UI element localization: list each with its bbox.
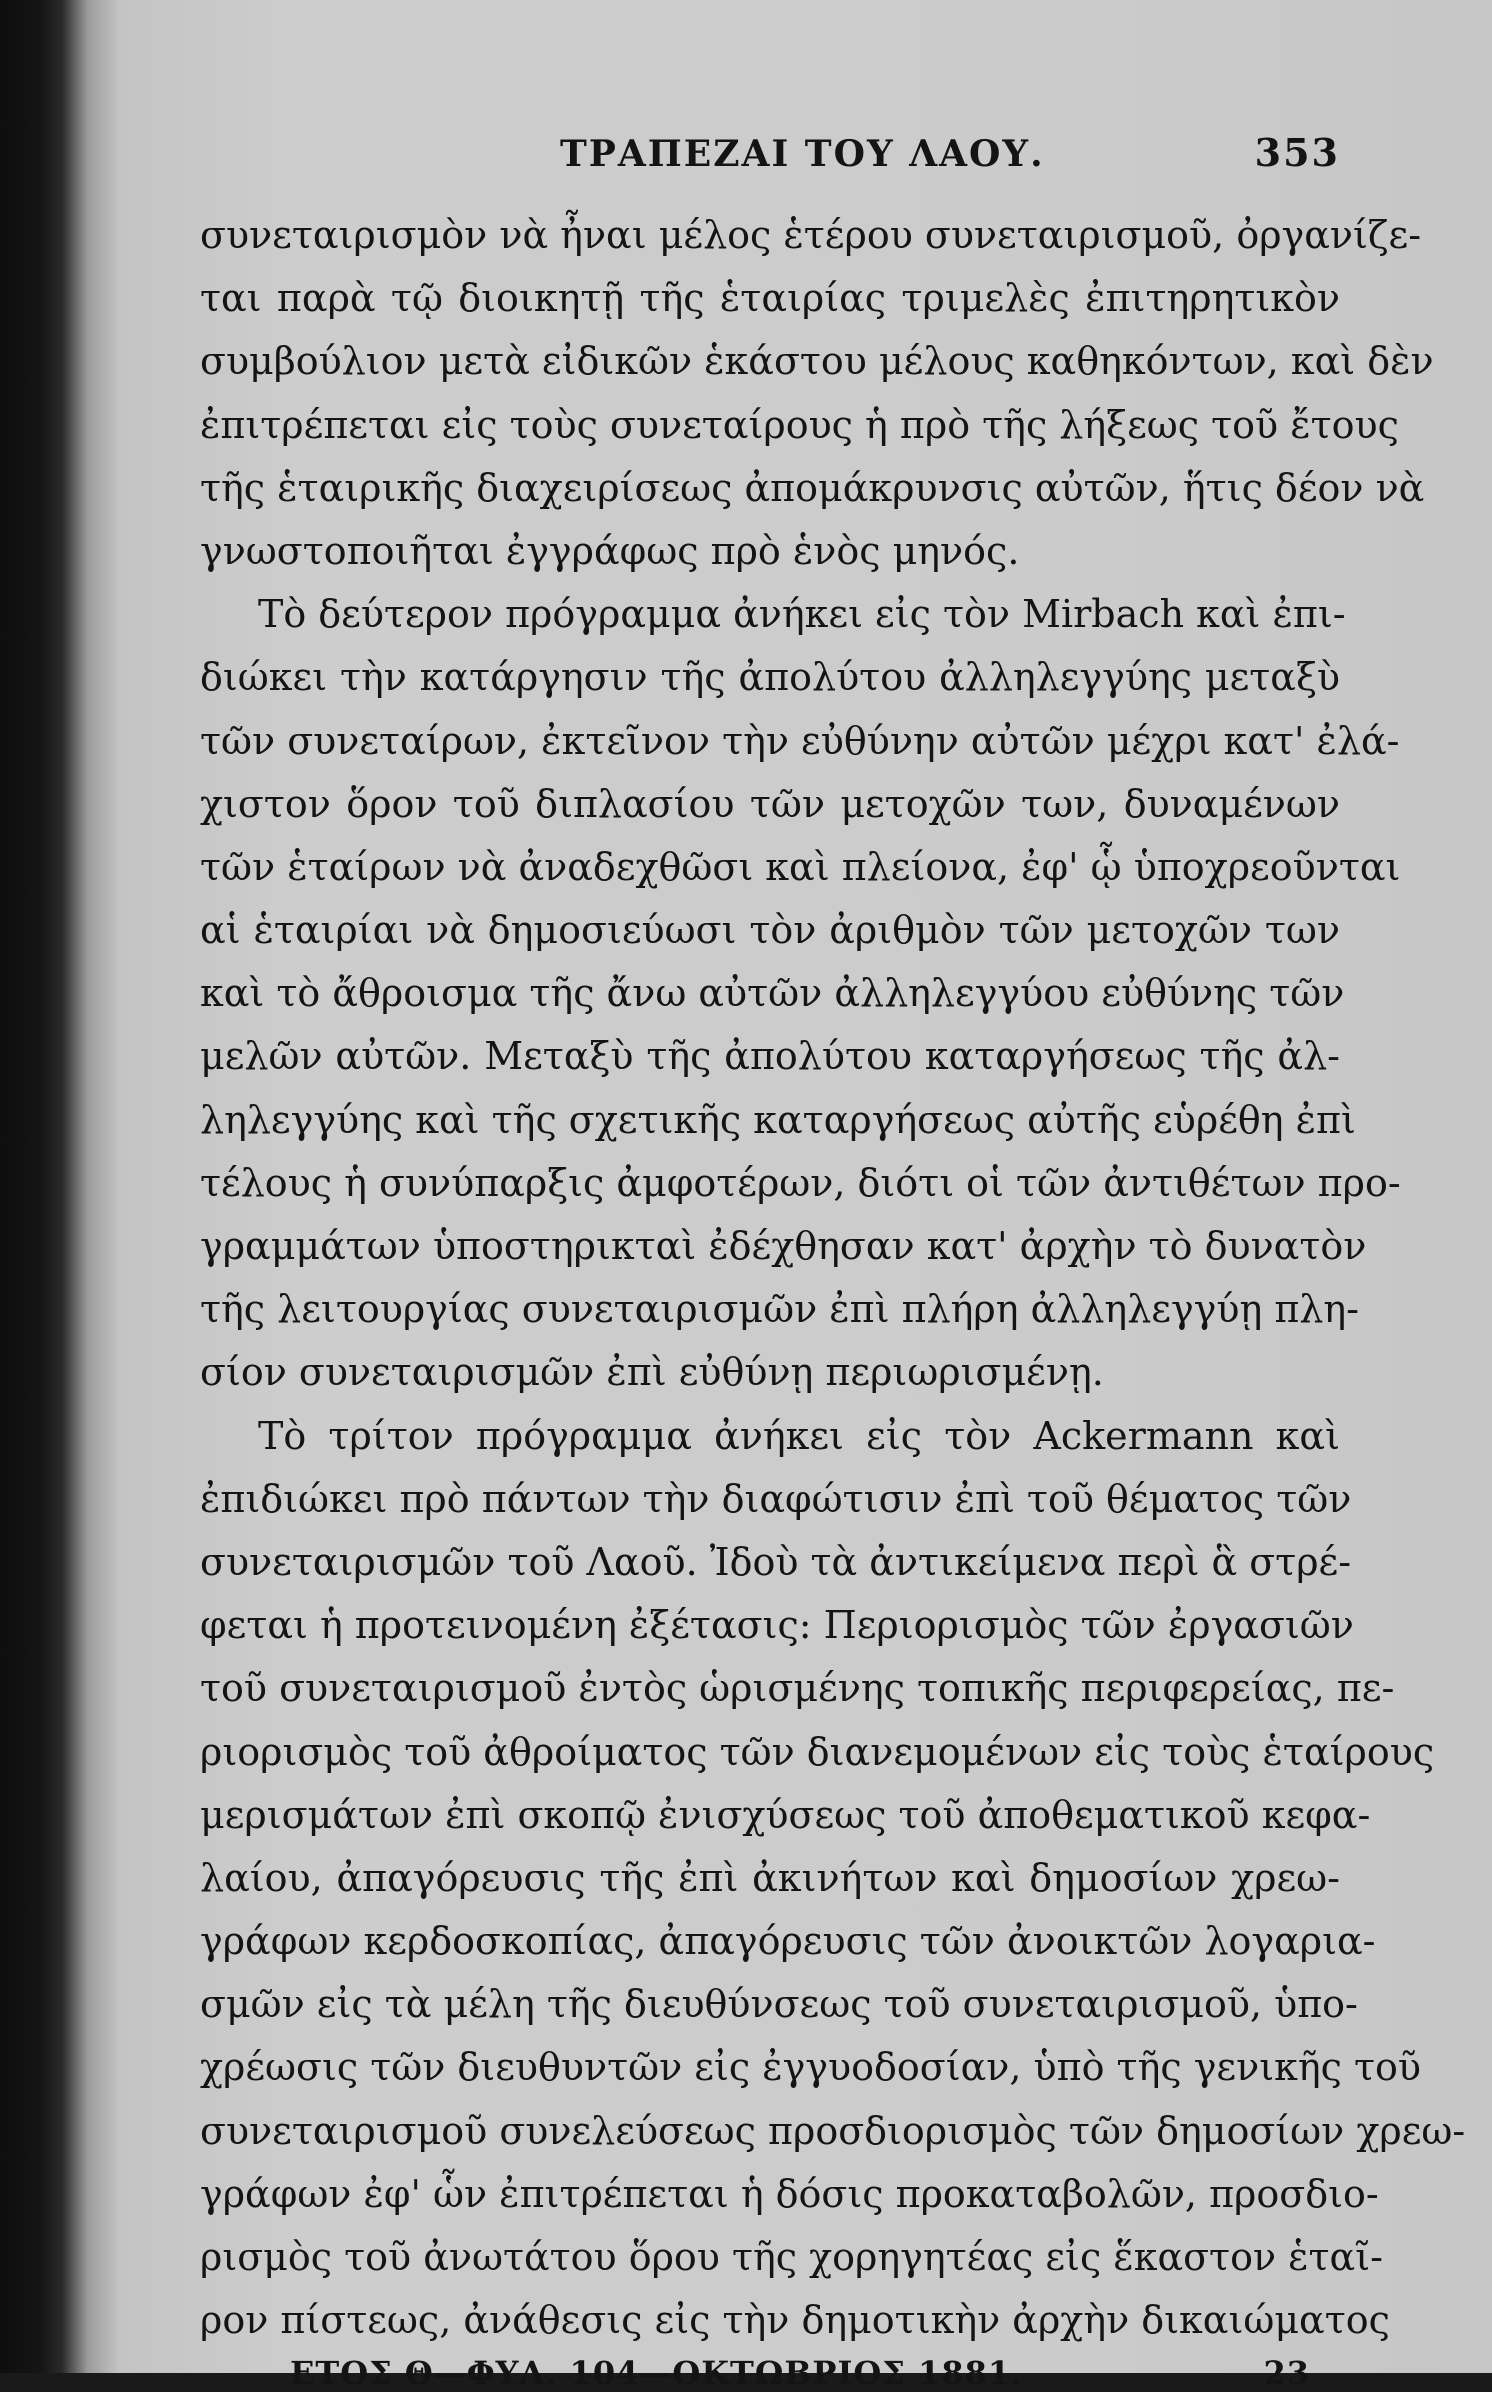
- text-line: γράφων ἐφ' ὧν ἐπιτρέπεται ἡ δόσις προκαταβολῶν, προσδιο-: [200, 2171, 1379, 2216]
- text-line: τῆς λειτουργίας συνεταιρισμῶν ἐπὶ πλήρη ἀλληλεγγύῃ πλη-: [200, 1287, 1359, 1332]
- text-line: σίον συνεταιρισμῶν ἐπὶ εὐθύνῃ περιωρισμένῃ.: [200, 1350, 1104, 1395]
- text-line: χρέωσις τῶν διευθυντῶν εἰς ἐγγυοδοσίαν, ὑπὸ τῆς γενικῆς τοῦ: [200, 2045, 1421, 2090]
- text-line: ριορισμὸς τοῦ ἀθροίματος τῶν διανεμομένων εἰς τοὺς ἑταίρους: [200, 1729, 1435, 1774]
- text-line: συμβούλιον μετὰ εἰδικῶν ἑκάστου μέλους καθηκόντων, καὶ δὲν: [200, 339, 1434, 384]
- text-line: ἐπιδιώκει πρὸ πάντων τὴν διαφώτισιν ἐπὶ τοῦ θέματος τῶν: [200, 1476, 1352, 1521]
- page-footer: [200, 2354, 1340, 2392]
- text-line: γνωστοποιῆται ἐγγράφως πρὸ ἑνὸς μηνός.: [200, 528, 1020, 573]
- signature-mark: 23: [1263, 2354, 1310, 2392]
- text-line: αἱ ἑταιρίαι νὰ δημοσιεύωσι τὸν ἀριθμὸν τῶν μετοχῶν των: [200, 908, 1340, 953]
- text-line: διώκει τὴν κατάργησιν τῆς ἀπολύτου ἀλληλεγγύης μεταξὺ: [200, 655, 1340, 700]
- body-text: [200, 204, 1466, 2352]
- page-content: [200, 130, 1466, 2392]
- text-line: συνεταιρισμοῦ συνελεύσεως προσδιορισμὸς τῶν δημοσίων χρεω-: [200, 2108, 1466, 2153]
- text-line: ρον πίστεως, ἀνάθεσις εἰς τὴν δημοτικὴν ἀρχὴν δικαιώματος: [200, 2298, 1390, 2343]
- text-line: γράφων κερδοσκοπίας, ἀπαγόρευσις τῶν ἀνοικτῶν λογαρια-: [200, 1919, 1376, 1964]
- text-line: συνεταιρισμὸν νὰ ἦναι μέλος ἑτέρου συνεταιρισμοῦ, ὀργανίζε-: [200, 213, 1422, 257]
- text-line: ρισμὸς τοῦ ἀνωτάτου ὅρου τῆς χορηγητέας εἰς ἕκαστον ἑταῖ-: [200, 2235, 1383, 2279]
- running-header: [200, 130, 1340, 186]
- text-line: καὶ τὸ ἄθροισμα τῆς ἄνω αὐτῶν ἀλληλεγγύου εὐθύνης τῶν: [200, 971, 1345, 1016]
- running-title: ΤΡΑΠΕΖΑΙ ΤΟΥ ΛΑΟΥ.: [560, 133, 1045, 175]
- text-line: γραμμάτων ὑποστηρικταὶ ἐδέχθησαν κατ' ἀρχὴν τὸ δυνατὸν: [200, 1224, 1367, 1268]
- text-line: ἐπιτρέπεται εἰς τοὺς συνεταίρους ἡ πρὸ τῆς λήξεως τοῦ ἔτους: [200, 402, 1399, 447]
- text-line: τῆς ἑταιρικῆς διαχειρίσεως ἀπομάκρυνσις αὐτῶν, ἥτις δέον νὰ: [200, 465, 1425, 510]
- text-line: τέλους ἡ συνύπαρξις ἀμφοτέρων, διότι οἱ τῶν ἀντιθέτων προ-: [200, 1160, 1401, 1205]
- text-line: Τὸ δεύτερον πρόγραμμα ἀνήκει εἰς τὸν Mirbach καὶ ἐπι-: [258, 592, 1346, 637]
- text-line: μερισμάτων ἐπὶ σκοπῷ ἐνισχύσεως τοῦ ἀποθεματικοῦ κεφα-: [200, 1792, 1371, 1837]
- text-line: ληλεγγύης καὶ τῆς σχετικῆς καταργήσεως αὐτῆς εὑρέθη ἐπὶ: [200, 1097, 1356, 1142]
- text-line: τοῦ συνεταιρισμοῦ ἐντὸς ὡρισμένης τοπικῆς περιφερείας, πε-: [200, 1666, 1395, 1711]
- text-line: φεται ἡ προτεινομένη ἐξέτασις: Περιορισμὸς τῶν ἐργασιῶν: [200, 1603, 1354, 1648]
- text-line: συνεταιρισμῶν τοῦ Λαοῦ. Ἰδοὺ τὰ ἀντικείμενα περὶ ἃ στρέ-: [200, 1539, 1352, 1584]
- text-line: σμῶν εἰς τὰ μέλη τῆς διευθύνσεως τοῦ συνεταιρισμοῦ, ὑπο-: [200, 1982, 1358, 2027]
- page-number: 353: [1254, 130, 1340, 175]
- text-line: μελῶν αὐτῶν. Μεταξὺ τῆς ἀπολύτου καταργήσεως τῆς ἀλ-: [200, 1034, 1340, 1079]
- text-line: ται παρὰ τῷ διοικητῇ τῆς ἑταιρίας τριμελὲς ἐπιτηρητικὸν: [200, 276, 1340, 321]
- text-line: χιστον ὅρον τοῦ διπλασίου τῶν μετοχῶν των, δυναμένων: [200, 781, 1340, 826]
- issue-line: ΕΤΟΣ Θ—ΦΥΛ. 104—ΟΚΤΩΒΡΙΟΣ 1881.: [290, 2354, 1024, 2392]
- text-line: Τὸ τρίτον πρόγραμμα ἀνήκει εἰς τὸν Ackermann καὶ: [258, 1413, 1340, 1458]
- text-line: τῶν συνεταίρων, ἐκτεῖνον τὴν εὐθύνην αὐτῶν μέχρι κατ' ἐλά-: [200, 718, 1400, 763]
- text-line: τῶν ἑταίρων νὰ ἀναδεχθῶσι καὶ πλείονα, ἐφ' ᾧ ὑποχρεοῦνται: [200, 844, 1401, 889]
- text-line: λαίου, ἀπαγόρευσις τῆς ἐπὶ ἀκινήτων καὶ δημοσίων χρεω-: [200, 1855, 1340, 1900]
